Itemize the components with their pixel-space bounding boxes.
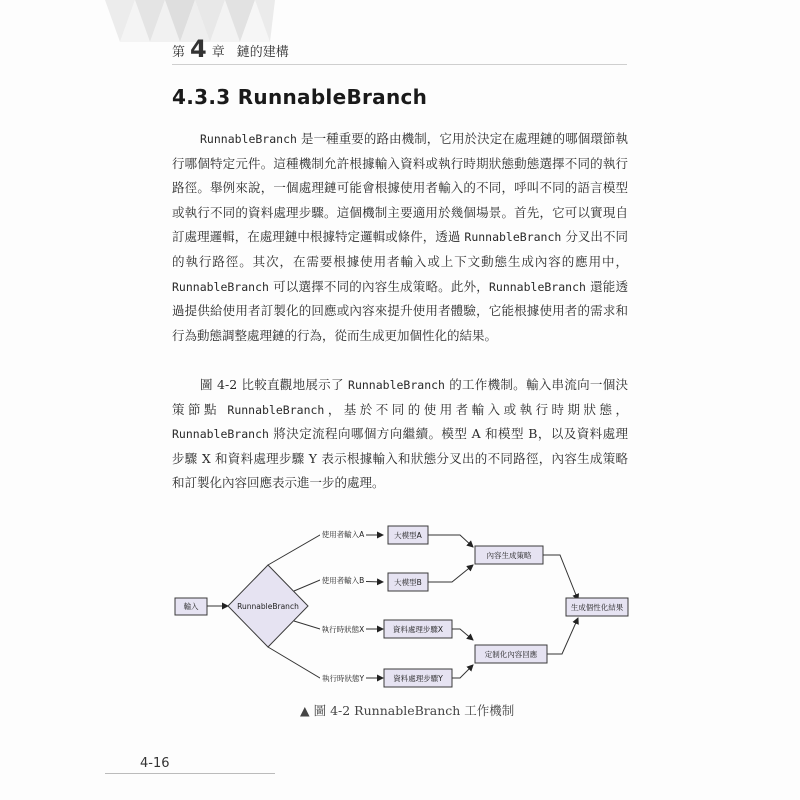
edge-label-y: 執行時狀態Y	[321, 674, 365, 683]
section-title: 4.3.3 RunnableBranch	[172, 85, 428, 109]
node-model-a-label: 大模型A	[394, 531, 422, 540]
paragraph-text: 圖 4-2 比較直觀地展示了	[200, 377, 349, 392]
code-term: RunnableBranch	[464, 230, 562, 245]
code-term: RunnableBranch	[348, 378, 445, 392]
edge-label-x: 執行時狀態X	[321, 625, 365, 634]
edge-labels	[320, 528, 366, 684]
chapter-header	[172, 36, 627, 65]
code-term: RunnableBranch	[200, 132, 297, 146]
body-paragraph-2	[172, 373, 628, 496]
edge-step-x-custom	[450, 629, 473, 640]
decision-label: RunnableBranch	[237, 602, 299, 611]
paragraph-text: 可以選擇不同的內容生成策略。此外，	[268, 278, 489, 294]
paragraph-text: ，基於不同的使用者輸入或執行時期狀態，	[324, 401, 628, 417]
paragraph-text: 分叉出不同的執行路徑。其次，在需要根據使用者輸入或上下文動態生成內容的應用中，	[172, 229, 628, 269]
edge-model-a-strategy	[425, 535, 473, 547]
page-number: 4-16	[140, 756, 170, 771]
paragraph-text: 還能透過提供給使用者訂製化的回應或內容來提升使用者體驗，它能根據使用者的需求和行為動態調整處理鏈的行為，從而生成更加個性化的結果。	[172, 278, 628, 343]
diagram-nodes	[175, 526, 628, 687]
node-model-b-label: 大模型B	[394, 578, 422, 587]
code-term: RunnableBranch	[227, 402, 325, 417]
chapter-number: 4	[190, 35, 207, 63]
node-strategy-label: 內容生成策略	[486, 551, 532, 560]
node-input-label: 輸入	[183, 602, 199, 611]
body-paragraph-1	[172, 127, 628, 348]
node-step-y-label: 資料處理步驟Y	[393, 674, 443, 683]
node-output-label: 生成個性化結果	[570, 603, 624, 612]
figure-caption	[300, 701, 514, 719]
node-custom-label: 定制化內容回應	[484, 650, 538, 659]
node-step-x-label: 資料處理步驟X	[392, 625, 444, 634]
edge-custom-output	[547, 618, 578, 654]
code-term: RunnableBranch	[488, 279, 586, 294]
edge-label-b: 使用者輸入B	[321, 576, 365, 585]
code-term: RunnableBranch	[172, 427, 269, 442]
edge-strategy-output	[543, 555, 578, 600]
chapter-label: 第	[172, 45, 186, 60]
paragraph-text: 的工作機制。輸入串流向一個決策節點	[172, 377, 628, 417]
chapter-suffix: 章	[211, 45, 225, 60]
flow-diagram	[170, 520, 640, 690]
paragraph-text: 是一種重要的路由機制，它用於決定在處理鏈的哪個環節執行哪個特定元件。這種機制允許根據輸入資料或執行時期狀態動態選擇不同的執行路徑。舉例來說，一個處理鏈可能會根據使用者輸入的不同，呼叫不同的語言模型或執行不同的資料處理步驟。這個機制主要適用於幾個場景。首先，它可以實現自訂處理邏輯，在處理鏈中根據特定邏輯或條件，透過	[172, 131, 628, 245]
edge-model-b-strategy	[425, 565, 473, 582]
edge-step-y-custom	[450, 665, 473, 678]
caption-triangle-icon: ▲	[300, 703, 310, 718]
code-term: RunnableBranch	[172, 279, 269, 294]
footer-rule	[105, 773, 275, 774]
chapter-title: 鏈的建構	[236, 45, 289, 60]
caption-text: 圖 4-2 RunnableBranch 工作機制	[313, 703, 515, 718]
edge-label-a: 使用者輸入A	[321, 530, 365, 539]
paragraph-text: 將決定流程向哪個方向繼續。模型 A 和模型 B，以及資料處理步驟 X 和資料處理步驟 Y 表示根據輸入和狀態分叉出的不同路徑，內容生成策略和訂製化內容回應表示進一步的處理。	[172, 426, 628, 491]
